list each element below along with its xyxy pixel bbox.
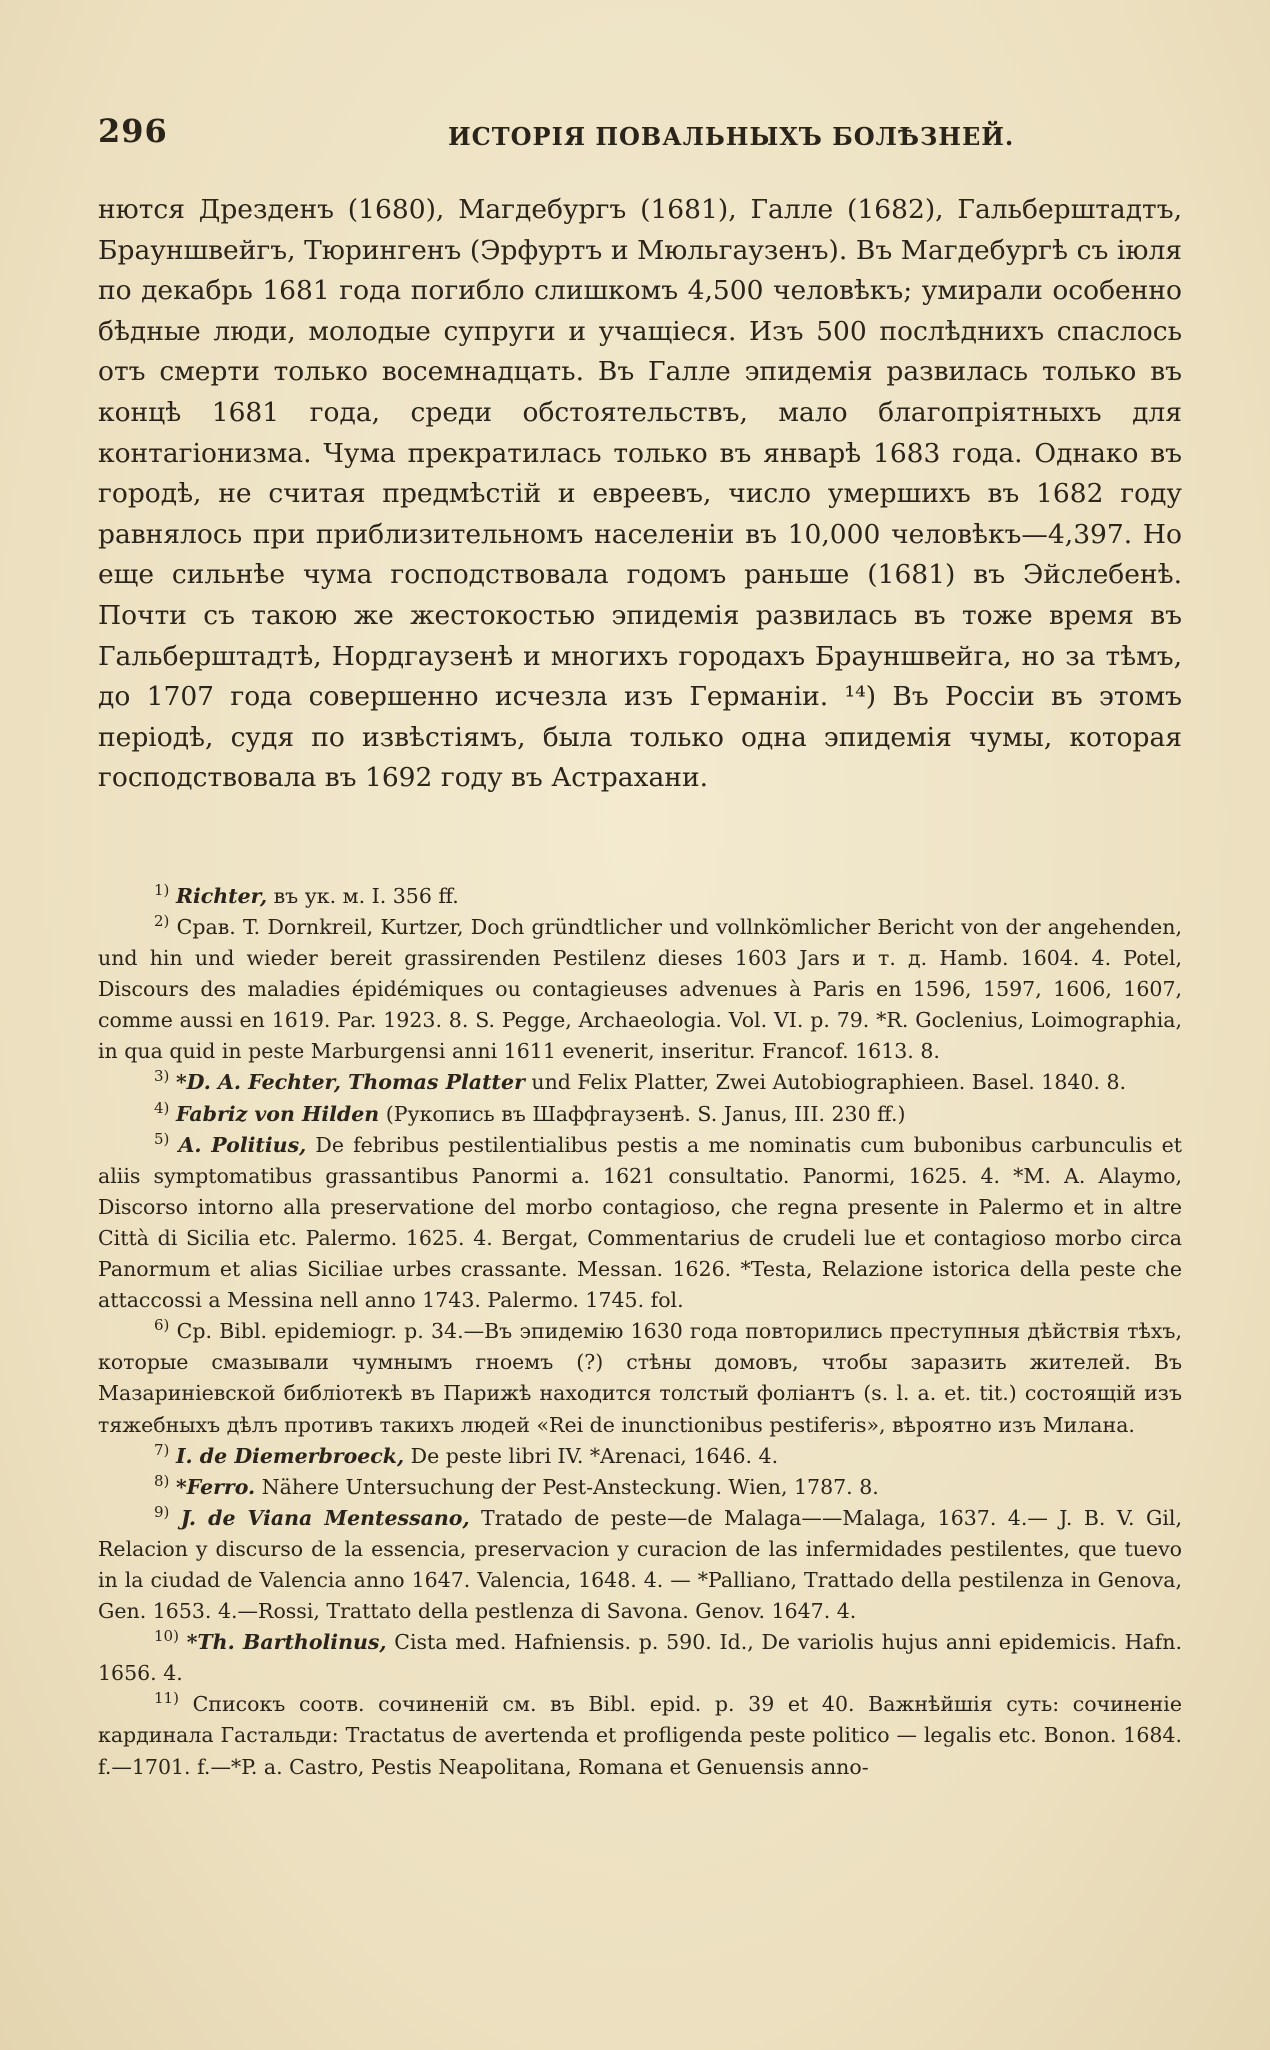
footnote-11 bbox=[98, 1689, 1182, 1782]
footnote-mark: 3) bbox=[154, 1067, 170, 1086]
footnote-author: J. de Viana Mentessano, bbox=[180, 1505, 470, 1530]
footnote-mark: 8) bbox=[154, 1471, 170, 1490]
footnote-text: Nähere Untersuchung der Pest-Ansteckung. Wien, 1787. 8. bbox=[255, 1474, 879, 1499]
footnote-author: I. de Diemerbroeck, bbox=[175, 1443, 405, 1468]
footnote-mark: 9) bbox=[154, 1502, 170, 1521]
footnote-author: *D. A. Fechter, Thomas Platter bbox=[175, 1070, 525, 1095]
footnote-author: Fabriz von Hilden bbox=[175, 1101, 380, 1126]
footnote-mark: 7) bbox=[154, 1440, 170, 1459]
footnote-6 bbox=[98, 1316, 1182, 1440]
page-header bbox=[98, 112, 1182, 172]
footnote-text: und Felix Platter, Zwei Autobiographieen. Basel. 1840. 8. bbox=[524, 1070, 1127, 1095]
footnote-4 bbox=[98, 1099, 1182, 1130]
footnote-text: (Рукопись въ Шаффгаузенѣ. S. Janus, III. 230 ff.) bbox=[379, 1101, 906, 1126]
footnote-10 bbox=[98, 1627, 1182, 1689]
footnote-8 bbox=[98, 1472, 1182, 1503]
footnote-text: Tratado de peste—de Malaga——Malaga, 1637. 4.— J. B. V. Gil, Relacion y discurso de la essencia, preservacion y curacion de las infermidades pestilentes, que tuevo in la ciudad de Valencia anno 1647. Valencia, 1648. 4. — *Palliano, Trattado della pestilenza in Genova, Gen. 1653. 4.—Rossi, Trattato della pestlenza di Savona. Genov. 1647. 4. bbox=[98, 1505, 1182, 1624]
footnote-text: Списокъ соотв. сочиненій см. въ Bibl. epid. p. 39 et 40. Важнѣйшія суть: сочиненіе кардинала Гастальди: Tractatus de avertenda et profligenda peste politico — legalis etc. Bonon. 1684. f.—1701. f.—*P. a. Castro, Pestis Neapolitana, Romana et Genuensis anno- bbox=[98, 1692, 1182, 1779]
main-paragraph: нются Дрезденъ (1680), Магдебургъ (1681), Галле (1682), Гальберштадтъ, Брауншвейгъ, Тюрингенъ (Эрфуртъ и Мюльгаузенъ). Въ Магдебургѣ съ іюля по декабрь 1681 года погибло слишкомъ 4,500 человѣкъ; умирали особенно бѣдные люди, молодые супруги и учащіеся. Изъ 500 послѣднихъ спаслось отъ смерти только восемнадцать. Въ Галле эпидемія развилась только въ концѣ 1681 года, среди обстоятельствъ, мало благопріятныхъ для контагіонизма. Чума прекратилась только въ январѣ 1683 года. Однако въ городѣ, не считая предмѣстій и евреевъ, число умершихъ въ 1682 году равнялось при приблизительномъ населеніи въ 10,000 человѣкъ—4,397. Но еще сильнѣе чума господствовала годомъ раньше (1681) въ Эйслебенѣ. Почти съ такою же жестокостью эпидемія развилась въ тоже время въ Гальберштадтѣ, Нордгаузенѣ и многихъ городахъ Брауншвейга, но за тѣмъ, до 1707 года совершенно исчезла изъ Германіи. ¹⁴) Въ Россіи въ этомъ періодѣ, судя по извѣстіямъ, была только одна эпидемія чумы, которая господствовала въ 1692 году въ Астрахани. bbox=[98, 194, 1182, 794]
footnote-mark: 10) bbox=[154, 1627, 179, 1646]
footnote-mark: 5) bbox=[154, 1129, 170, 1148]
footnote-mark: 1) bbox=[154, 881, 170, 900]
footnote-author: *Ferro. bbox=[175, 1474, 256, 1499]
page-number: 296 bbox=[98, 112, 168, 150]
footnote-2 bbox=[98, 912, 1182, 1067]
footnote-mark: 4) bbox=[154, 1098, 170, 1117]
footnote-text: Срав. T. Dornkreil, Kurtzer, Doch gründtlicher und vollnkömlicher Bericht von der angehenden, und hin und wieder bereit grassirenden Pestilenz dieses 1603 Jars и т. д. Hamb. 1604. 4. Potel, Discours des maladies épidémiques ou contagieuses advenues à Paris en 1596, 1597, 1606, 1607, comme aussi en 1619. Par. 1923. 8. S. Pegge, Archaeologia. Vol. VI. p. 79. *R. Goclenius, Loimographia, in qua quid in peste Marburgensi anni 1611 evenerit, inseritur. Francof. 1613. 8. bbox=[98, 915, 1182, 1064]
footnote-text: De febribus pestilentialibus pestis a me nominatis cum bubonibus carbunculis et aliis symptomatibus grassantibus Panormi a. 1621 consultatio. Panormi, 1625. 4. *M. A. Alaymo, Discorso intorno alla preservatione del morbo contagioso, che regna presente in Palermo et in altre Città di Sicilia etc. Palermo. 1625. 4. Bergat, Commentarius de crudeli lue et contagioso morbo circa Panormum et alias Siciliae urbes crassante. Messan. 1626. *Testa, Relazione istorica della peste che attaccossi a Messina nell anno 1743. Palermo. 1745. fol. bbox=[98, 1132, 1182, 1313]
footnote-3 bbox=[98, 1067, 1182, 1098]
footnote-text: Cp. Bibl. epidemiogr. p. 34.—Въ эпидемію 1630 года повторились преступныя дѣйствія тѣхъ, которые смазывали чумнымъ гноемъ (?) стѣны домовъ, чтобы заразить жителей. Въ Мазариніевской библіотекѣ въ Парижѣ находится толстый фоліантъ (s. l. a. et. tit.) состоящій изъ тяжебныхъ дѣлъ противъ такихъ людей «Rei de inunctionibus pestiferis», вѣроятно изъ Милана. bbox=[98, 1319, 1182, 1437]
footnotes-section bbox=[98, 881, 1182, 1783]
footnote-5 bbox=[98, 1130, 1182, 1317]
footnote-text: Cista med. Hafniensis. p. 590. Id., De variolis hujus anni epidemicis. Hafn. 1656. 4. bbox=[98, 1630, 1182, 1686]
footnote-9 bbox=[98, 1503, 1182, 1627]
footnote-1 bbox=[98, 881, 1182, 912]
running-head: ИСТОРІЯ ПОВАЛЬНЫХЪ БОЛѢЗНЕЙ. bbox=[448, 122, 1015, 151]
footnote-mark: 2) bbox=[154, 912, 170, 931]
main-text-block bbox=[98, 190, 1182, 799]
footnote-text: въ ук. м. I. 356 ff. bbox=[267, 883, 459, 908]
footnote-author: *Th. Bartholinus, bbox=[186, 1630, 387, 1655]
footnote-author: A. Politius, bbox=[178, 1132, 307, 1157]
footnote-mark: 11) bbox=[154, 1689, 179, 1708]
footnote-text: De peste libri IV. *Arenaci, 1646. 4. bbox=[404, 1443, 779, 1468]
footnote-author: Richter, bbox=[175, 883, 268, 908]
footnote-7 bbox=[98, 1441, 1182, 1472]
footnote-mark: 6) bbox=[154, 1316, 170, 1335]
